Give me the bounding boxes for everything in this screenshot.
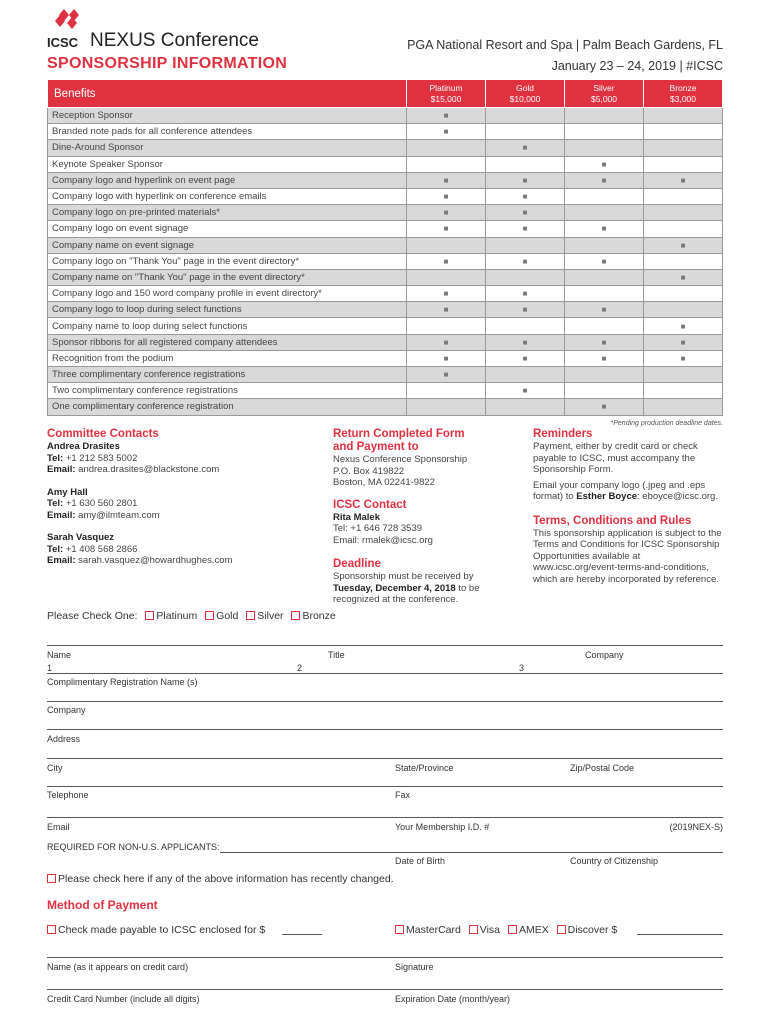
mark-cell-silver [565,367,644,383]
citizenship-label: Country of Citizenship [570,856,659,866]
mark-cell-platinum: ■ [407,124,486,140]
checkbox-discover[interactable] [557,925,566,934]
benefit-cell: Branded note pads for all conference attendees [48,124,407,140]
mark-cell-platinum [407,318,486,334]
checkbox-platinum[interactable] [145,611,154,620]
return-column [333,428,513,606]
option-visa[interactable]: Visa [469,924,500,936]
table-row [48,334,723,350]
company-label: Company [585,650,624,660]
form-line [47,645,723,646]
check-payment-option[interactable] [47,924,265,936]
deadline-heading: Deadline [333,558,381,570]
mark-cell-gold: ■ [486,172,565,188]
card-options [395,924,617,936]
table-row [48,188,723,204]
mark-cell-silver [565,124,644,140]
mark-cell-bronze: ■ [644,350,723,366]
tel-label: Tel: [47,498,64,509]
level-bronze-header [644,80,723,108]
mark-cell-platinum: ■ [407,205,486,221]
city-input[interactable] [47,758,723,759]
membership-label: Your Membership I.D. # [395,822,490,832]
email-label: Email: [47,555,76,566]
mark-cell-bronze [644,253,723,269]
level-gold-header [486,80,565,108]
deadline-text [333,571,513,606]
registration-names-input[interactable] [47,673,723,674]
return-address [333,454,513,489]
zip-label: Zip/Postal Code [570,763,635,773]
benefit-cell: Company name on "Thank You" page in the event directory* [48,269,407,285]
table-row [48,367,723,383]
mark-cell-platinum: ■ [407,253,486,269]
mark-cell-gold: ■ [486,188,565,204]
email-label: Email [47,822,70,832]
mark-cell-silver: ■ [565,334,644,350]
option-platinum[interactable]: Platinum [145,610,197,622]
reminder-text: Email your company logo (.jpeg and .eps format) to [533,479,706,502]
email-label: Email: [47,464,76,475]
deadline-post: to be recognized at the conference. [333,582,480,605]
mark-cell-gold: ■ [486,253,565,269]
table-row [48,383,723,399]
telephone-label: Telephone [47,790,89,800]
mark-cell-bronze [644,188,723,204]
mark-cell-silver [565,383,644,399]
deadline-pre: Sponsorship must be received by [333,571,474,582]
table-row [48,269,723,285]
address-line: Boston, MA 02241-9822 [333,477,435,488]
mark-cell-platinum [407,237,486,253]
email-label: Email: [47,509,76,521]
contact-tel: +1 408 568 2866 [65,543,138,555]
icsc-contact-heading: ICSC Contact [333,498,407,511]
mark-cell-silver [565,286,644,302]
table-row [48,399,723,415]
deadline-date: Tuesday, December 4, 2018 [333,582,456,594]
mark-cell-bronze: ■ [644,237,723,253]
mark-cell-gold: ■ [486,334,565,350]
title-label: Title [328,650,345,660]
checkbox-check[interactable] [47,925,56,934]
benefit-cell: Company logo and hyperlink on event page [48,172,407,188]
mark-cell-platinum [407,383,486,399]
contact-email: andrea.drasites@blackstone.com [78,464,220,475]
mark-cell-gold [486,269,565,285]
table-row [48,205,723,221]
benefit-cell: Company logo on pre-printed materials* [48,205,407,221]
registration-1: 1 [47,663,53,673]
table-row [48,286,723,302]
level-name: Bronze [669,82,697,93]
dob-label: Date of Birth [395,856,446,866]
benefit-cell: Company name to loop during select functions [48,318,407,334]
mark-cell-platinum: ■ [407,302,486,318]
table-row [48,221,723,237]
mark-cell-gold [486,399,565,415]
committee-contacts [47,428,317,567]
mark-cell-platinum: ■ [407,367,486,383]
reminder-contact: Esther Boyce [576,491,638,502]
benefit-cell: Two complimentary conference registrations [48,383,407,399]
contact-sarah [47,532,317,567]
logo-text: ICSC [47,35,79,49]
mark-cell-bronze: ■ [644,269,723,285]
contact-amy [47,487,317,522]
contact-email: sarah.vasquez@howardhughes.com [78,555,233,566]
mark-cell-bronze [644,302,723,318]
table-row [48,172,723,188]
mark-cell-platinum: ■ [407,350,486,366]
mark-cell-silver [565,318,644,334]
mark-cell-gold: ■ [486,140,565,156]
mark-cell-platinum: ■ [407,334,486,350]
benefit-cell: Keynote Speaker Sponsor [48,156,407,172]
state-label: State/Province [395,763,454,773]
sponsorship-level-choice [47,610,336,622]
mark-cell-silver [565,237,644,253]
mark-cell-silver [565,140,644,156]
level-price: $3,000 [670,93,696,104]
option-bronze[interactable]: Bronze [291,610,335,622]
checkbox-gold[interactable] [205,611,214,620]
mark-cell-silver: ■ [565,253,644,269]
card-number-input[interactable] [47,989,723,990]
reminders-p1: Payment, either by credit card or check payable to ICSC, must accompany the Sponsorship Form. [533,441,698,475]
name-label: Name [47,650,72,660]
card-name-input[interactable] [47,957,723,958]
benefit-cell: Company logo and 150 word company profile in event directory* [48,286,407,302]
option-silver[interactable]: Silver [246,610,283,622]
mark-cell-gold: ■ [486,383,565,399]
contact-email: amy@ilmteam.com [78,509,160,521]
address-line: Nexus Conference Sponsorship [333,454,468,465]
mark-cell-platinum: ■ [407,108,486,124]
tel-label: Tel: [47,452,64,464]
info-changed-label: Please check here if any of the above information has recently changed. [58,873,394,885]
check-payment-label: Check made payable to ICSC enclosed for $ [58,924,266,936]
option-mastercard[interactable]: MasterCard [395,924,461,936]
signature-label: Signature [395,962,434,972]
committee-contacts-heading: Committee Contacts [47,428,159,440]
icsc-contact-name: Rita Malek [333,511,380,523]
checkbox-info-changed[interactable] [47,874,56,883]
company-input[interactable] [47,701,723,702]
table-row [48,156,723,172]
email-input[interactable] [47,817,723,818]
option-amex[interactable]: AMEX [508,924,549,936]
mark-cell-silver [565,188,644,204]
terms-text: This sponsorship application is subject to the Terms and Conditions for ICSC Sponsorship Opportunities available at www.icsc.org/event-terms-and-conditions, which are hereby incorporated by reference. [533,527,722,585]
mark-cell-gold [486,124,565,140]
address-line: P.O. Box 419822 [333,465,405,477]
mark-cell-gold: ■ [486,205,565,221]
mark-cell-platinum: ■ [407,221,486,237]
level-price: $10,000 [509,93,541,104]
mark-cell-platinum: ■ [407,286,486,302]
mark-cell-gold: ■ [486,221,565,237]
mark-cell-platinum: ■ [407,172,486,188]
payment-heading: Method of Payment [47,898,158,912]
info-changed-option[interactable] [47,873,394,885]
check-one-label: Please Check One: [47,610,138,622]
mark-cell-silver: ■ [565,221,644,237]
comp-registration-label: Complimentary Registration Name (s) [47,677,198,687]
mark-cell-bronze [644,156,723,172]
level-silver-header [565,80,644,108]
mark-cell-silver: ■ [565,399,644,415]
mark-cell-silver: ■ [565,172,644,188]
icsc-contact-email: Email: rmalek@icsc.org [333,534,433,546]
option-gold[interactable]: Gold [205,610,238,622]
non-us-input[interactable] [220,852,723,853]
mark-cell-silver [565,205,644,221]
level-price: $5,000 [591,93,617,104]
venue-text: PGA National Resort and Spa | Palm Beach Gardens, FL [407,38,723,52]
terms-heading: Terms, Conditions and Rules [533,514,692,527]
level-name: Platinum [429,82,463,93]
card-number-label: Credit Card Number (include all digits) [47,994,200,1004]
form-code: (2019NEX-S) [669,822,723,832]
mark-cell-bronze: ■ [644,334,723,350]
contact-tel: +1 212 583 5002 [65,452,138,464]
card-name-label: Name (as it appears on credit card) [47,962,189,972]
contact-name: Sarah Vasquez [47,532,115,543]
mark-cell-platinum [407,140,486,156]
registration-2: 2 [297,663,303,673]
city-label: City [47,763,63,773]
reminder-email: : eboyce@icsc.org. [637,491,718,502]
option-discover[interactable]: Discover $ [557,924,618,936]
mark-cell-platinum [407,269,486,285]
benefit-cell: Sponsor ribbons for all registered company attendees [48,334,407,350]
dates-text: January 23 – 24, 2019 | #ICSC [551,59,723,73]
table-header-row [48,80,723,108]
benefit-cell: Reception Sponsor [48,108,407,124]
benefit-cell: Company logo on event signage [48,221,407,237]
pending-note: *Pending production deadline dates. [610,420,723,427]
table-row [48,237,723,253]
address-label: Address [47,734,81,744]
mark-cell-bronze [644,221,723,237]
checkbox-mastercard[interactable] [395,925,404,934]
reminders-p2 [533,480,723,503]
benefit-cell: Company logo with hyperlink on conference emails [48,188,407,204]
icsc-contact [333,512,513,547]
mark-cell-gold: ■ [486,286,565,302]
fax-label: Fax [395,790,411,800]
expiration-label: Expiration Date (month/year) [395,994,511,1004]
mark-cell-bronze: ■ [644,172,723,188]
level-price: $15,000 [430,93,462,104]
sponsorship-title: SPONSORSHIP INFORMATION [47,55,288,72]
icsc-logo [47,9,85,49]
benefits-table [47,79,723,416]
check-amount-input[interactable] [282,934,322,935]
reminders-heading: Reminders [533,428,593,440]
address-input[interactable] [47,729,723,730]
mark-cell-gold [486,318,565,334]
table-row [48,253,723,269]
mark-cell-silver [565,108,644,124]
benefits-header: Benefits [48,80,407,108]
benefit-cell: Company name on event signage [48,237,407,253]
reminders-column [533,428,723,585]
mark-cell-gold: ■ [486,302,565,318]
contact-name: Andrea Drasites [47,441,120,452]
non-us-label: REQUIRED FOR NON-U.S. APPLICANTS: [47,842,220,852]
checkbox-amex[interactable] [508,925,517,934]
benefit-cell: Recognition from the podium [48,350,407,366]
mark-cell-gold [486,237,565,253]
mark-cell-gold: ■ [486,350,565,366]
mark-cell-gold [486,108,565,124]
telephone-input[interactable] [47,786,723,787]
mark-cell-bronze [644,124,723,140]
benefit-cell: Three complimentary conference registrations [48,367,407,383]
mark-cell-gold [486,367,565,383]
checkbox-bronze[interactable] [291,611,300,620]
benefit-cell: One complimentary conference registration [48,399,407,415]
icsc-contact-tel: Tel: +1 646 728 3539 [333,523,423,534]
mark-cell-bronze: ■ [644,318,723,334]
table-row [48,108,723,124]
mark-cell-bronze [644,205,723,221]
registration-3: 3 [519,663,525,673]
level-platinum-header [407,80,486,108]
mark-cell-bronze [644,108,723,124]
contact-name: Amy Hall [47,486,88,498]
table-row [48,318,723,334]
mark-cell-gold [486,156,565,172]
table-row [48,124,723,140]
tel-label: Tel: [47,543,64,555]
level-name: Gold [516,82,534,93]
contact-tel: +1 630 560 2801 [65,498,138,509]
table-row [48,140,723,156]
mark-cell-silver: ■ [565,350,644,366]
mark-cell-bronze [644,399,723,415]
mark-cell-silver: ■ [565,302,644,318]
mark-cell-bronze [644,383,723,399]
mark-cell-platinum [407,156,486,172]
contact-andrea [47,441,317,476]
return-heading: Return Completed Form and Payment to [333,428,465,453]
mark-cell-silver: ■ [565,156,644,172]
table-row [48,350,723,366]
checkbox-silver[interactable] [246,611,255,620]
table-row [48,302,723,318]
company2-label: Company [47,705,86,715]
mark-cell-platinum: ■ [407,188,486,204]
mark-cell-bronze [644,367,723,383]
benefit-cell: Company logo to loop during select functions [48,302,407,318]
mark-cell-bronze [644,140,723,156]
mark-cell-bronze [644,286,723,302]
mark-cell-silver [565,269,644,285]
card-amount-input[interactable] [637,934,723,935]
conference-title: NEXUS Conference [90,30,259,51]
level-name: Silver [593,82,615,93]
mark-cell-platinum [407,399,486,415]
benefit-cell: Dine-Around Sponsor [48,140,407,156]
benefit-cell: Company logo on "Thank You" page in the event directory* [48,253,407,269]
checkbox-visa[interactable] [469,925,478,934]
